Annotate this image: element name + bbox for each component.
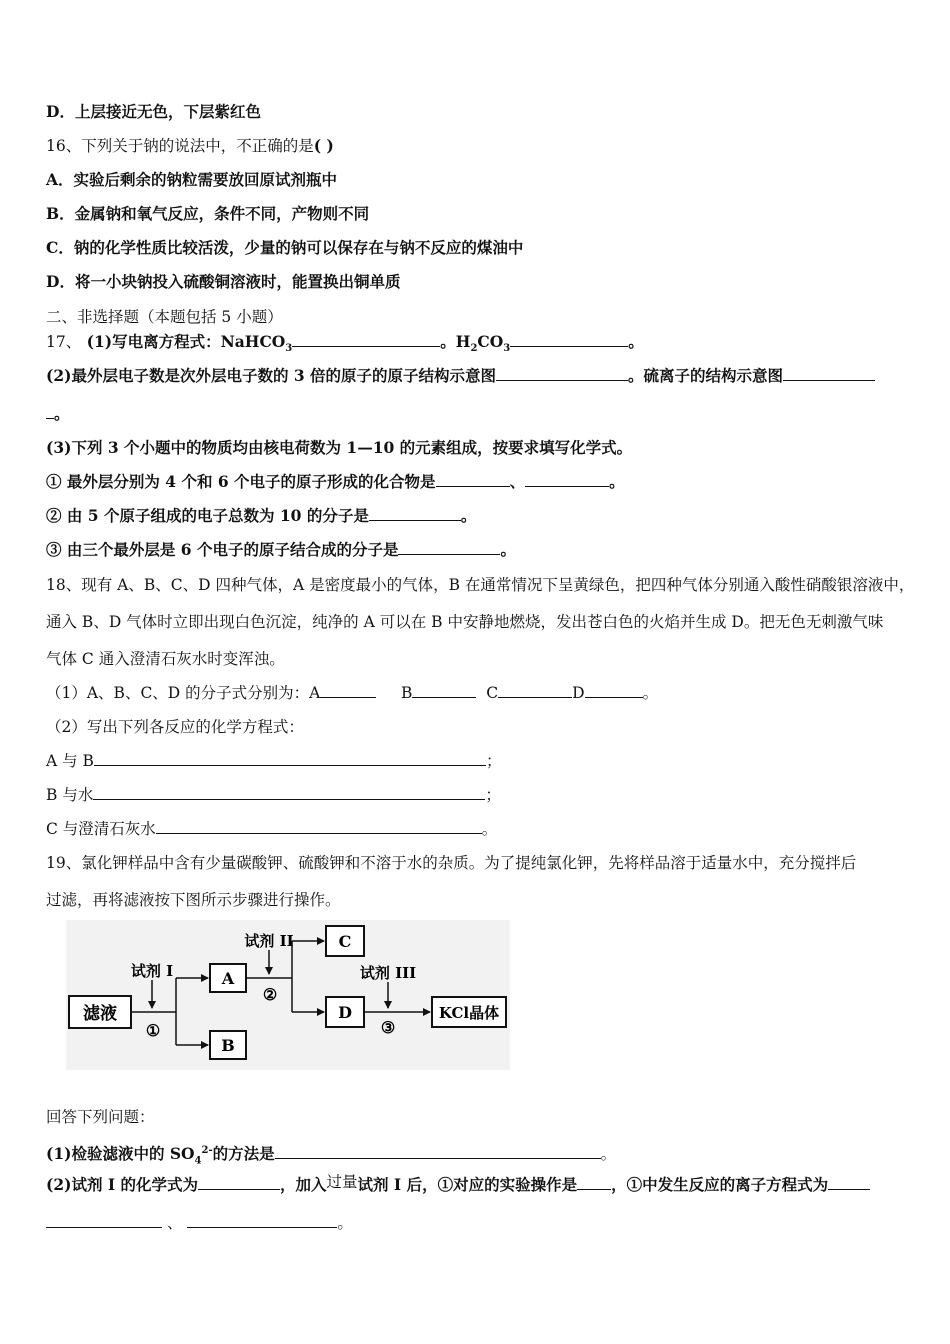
- q17-p1-mid: 。: [440, 332, 456, 351]
- reagent1-label: 试剂 I: [130, 962, 174, 980]
- q19-part2-cont: [46, 1213, 353, 1233]
- q19-p1-sup: 2-: [201, 1145, 213, 1156]
- q18-p1-c: C: [486, 684, 499, 702]
- q19-p2-b: ，加入: [280, 1175, 327, 1194]
- q18-p1-end: 。: [642, 684, 659, 702]
- q17-s1-text: ① 最外层分别为 4 个和 6 个电子的原子形成的化合物是: [46, 472, 436, 491]
- filtrate-label: 滤液: [83, 1004, 117, 1024]
- reagent2-label: 试剂 II: [244, 932, 294, 950]
- q19-p2-end: 。: [337, 1214, 353, 1232]
- answer-blank[interactable]: [156, 819, 482, 834]
- answer-blank[interactable]: [585, 683, 643, 698]
- q17-number: 17、: [46, 333, 82, 351]
- q18-p1-d: D: [572, 684, 585, 702]
- q19-line2: 过滤，再将滤液按下图所示步骤进行操作。: [46, 891, 341, 909]
- box-c-label: C: [338, 932, 352, 951]
- answer-blank[interactable]: [783, 366, 875, 381]
- box-d-label: D: [338, 1003, 352, 1022]
- q17-formula1-sub: 3: [285, 343, 293, 355]
- q17-sub1: [46, 472, 625, 492]
- answer-blank[interactable]: [46, 1213, 162, 1228]
- step1-label: ①: [145, 1021, 161, 1040]
- answer-blank[interactable]: [369, 506, 461, 521]
- answer-blank[interactable]: [577, 1175, 611, 1190]
- q19-p2-c: 过量: [326, 1173, 358, 1191]
- q18-r2-label: B 与水: [46, 786, 94, 804]
- q18-r3-label: C 与澄清石灰水: [46, 820, 156, 838]
- q19-part2: [46, 1175, 870, 1195]
- box-a-label: A: [221, 969, 235, 988]
- q17-part3: (3)下列 3 个小题中的物质均由核电荷数为 1—10 的元素组成，按要求填写化学式。: [46, 438, 633, 457]
- q19-p1-a: (1)检验滤液中的 SO: [46, 1144, 195, 1164]
- answer-blank[interactable]: [496, 366, 628, 381]
- answer-blank[interactable]: [412, 683, 476, 698]
- q17-formula2a: H: [455, 332, 471, 351]
- q19-p2-e: ，①中发生反应的离子方程式为: [611, 1175, 829, 1194]
- q17-p1-label: (1)写电离方程式：: [86, 332, 221, 351]
- answer-blank[interactable]: [510, 332, 628, 347]
- q17-sub2: [46, 506, 476, 526]
- q18-r1-end: ；: [485, 752, 502, 770]
- q17-sub3: [46, 540, 516, 560]
- answer-blank[interactable]: [498, 683, 572, 698]
- q19-line1: 19、氯化钾样品中含有少量碳酸钾、硫酸钾和不溶于水的杂质。为了提纯氯化钾，先将样品溶于适量水中，充分搅拌后: [46, 854, 857, 872]
- q18-p1-text: （1）A、B、C、D 的分子式分别为：A: [46, 684, 321, 702]
- q18-part1: [46, 683, 658, 703]
- q17-s1-mid: 、: [509, 472, 526, 491]
- q16-option-c: C．钠的化学性质比较活泼，少量的钠可以保存在与钠不反应的煤油中: [46, 238, 524, 257]
- q19-p2-a: (2)试剂 I 的化学式为: [46, 1175, 198, 1194]
- q17-p2-mid: 。硫离子的结构示意图: [628, 366, 784, 385]
- q18-r3-end: 。: [481, 820, 498, 838]
- answer-blank[interactable]: [525, 472, 609, 487]
- q17-s3-text: ③ 由三个最外层是 6 个电子的原子结合成的分子是: [46, 540, 399, 559]
- q16-option-d: D．将一小块钠投入硫酸铜溶液时，能置换出铜单质: [46, 272, 401, 291]
- answer-blank[interactable]: [320, 683, 376, 698]
- q18-line2: 通入 B、D 气体时立即出现白色沉淀，纯净的 A 可以在 B 中安静地燃烧，发出苍白色的火焰并生成 D。把无色无刺激气味: [46, 613, 884, 631]
- reagent3-label: 试剂 III: [359, 964, 417, 982]
- q18-line3: 气体 C 通入澄清石灰水时变浑浊。: [46, 650, 285, 668]
- q18-r1-label: A 与 B: [46, 752, 94, 770]
- q17-s2-text: ② 由 5 个原子组成的电子总数为 10 的分子是: [46, 506, 369, 525]
- q18-part2: （2）写出下列各反应的化学方程式：: [46, 718, 304, 736]
- q19-part1: [46, 1141, 616, 1171]
- q18-p1-b: B: [401, 684, 413, 702]
- answer-blank[interactable]: [198, 1175, 280, 1190]
- answer-blank[interactable]: [275, 1144, 601, 1159]
- q16-paren: ( ): [313, 136, 334, 155]
- answer-blank[interactable]: [187, 1213, 337, 1228]
- q17-s1-end: 。: [609, 472, 625, 491]
- answer-blank[interactable]: [46, 404, 54, 419]
- answer-blank[interactable]: [94, 751, 486, 766]
- q17-part1: [46, 332, 644, 359]
- q16-option-a: A．实验后剩余的钠粒需要放回原试剂瓶中: [46, 170, 338, 189]
- box-b-label: B: [221, 1036, 235, 1055]
- q17-formula2-sub2: 3: [503, 343, 511, 355]
- answer-blank[interactable]: [93, 785, 485, 800]
- kcl-crystal-label: KCl晶体: [438, 1004, 500, 1022]
- q19-p1-b: 的方法是: [212, 1144, 275, 1164]
- q18-line1: 18、现有 A、B、C、D 四种气体，A 是密度最小的气体，B 在通常情况下呈黄绿色，把四种气体分别通入酸性硝酸银溶液中，: [46, 576, 915, 594]
- answer-blank[interactable]: [828, 1175, 870, 1190]
- q19-answer-prompt: 回答下列问题：: [46, 1108, 155, 1126]
- q15-option-d: D．上层接近无色，下层紫红色: [46, 102, 261, 121]
- answer-blank[interactable]: [436, 472, 510, 487]
- q18-r2-end: ；: [485, 786, 501, 804]
- q17-s3-end: 。: [500, 540, 516, 559]
- q16-option-b: B．金属钠和氧气反应，条件不同，产物则不同: [46, 204, 370, 223]
- purification-flow-diagram: [66, 920, 510, 1070]
- q16-stem-text: 下列关于钠的说法中，不正确的是: [81, 137, 314, 155]
- q17-formula1: NaHCO: [220, 332, 286, 351]
- q18-reaction1: [46, 751, 501, 771]
- step2-label: ②: [262, 985, 278, 1004]
- section-heading: 二、非选择题（本题包括 5 小题）: [46, 308, 283, 326]
- q17-formula2b: CO: [477, 332, 504, 351]
- answer-blank[interactable]: [292, 332, 440, 347]
- q19-p1-sub: 4: [194, 1155, 202, 1167]
- q17-s2-end: 。: [460, 506, 477, 525]
- q16-number: 16、: [46, 137, 82, 155]
- q17-p1-end: 。: [628, 332, 644, 351]
- step3-label: ③: [380, 1018, 396, 1037]
- q17-p2-end: 。: [54, 404, 70, 423]
- q17-formula2-sub: 2: [470, 343, 478, 355]
- q18-reaction3: [46, 819, 497, 839]
- q17-part2: [46, 366, 875, 386]
- answer-blank[interactable]: [398, 540, 500, 555]
- q16-stem: [46, 136, 334, 156]
- q19-p2-d: 试剂 I 后，①对应的实验操作是: [357, 1175, 578, 1194]
- q19-p2-sep: 、: [166, 1214, 183, 1232]
- q18-reaction2: [46, 785, 501, 805]
- q17-part2-cont: [46, 404, 70, 424]
- q19-p1-end: 。: [600, 1145, 617, 1164]
- q17-p2-text: (2)最外层电子数是次外层电子数的 3 倍的原子的原子结构示意图: [46, 366, 497, 385]
